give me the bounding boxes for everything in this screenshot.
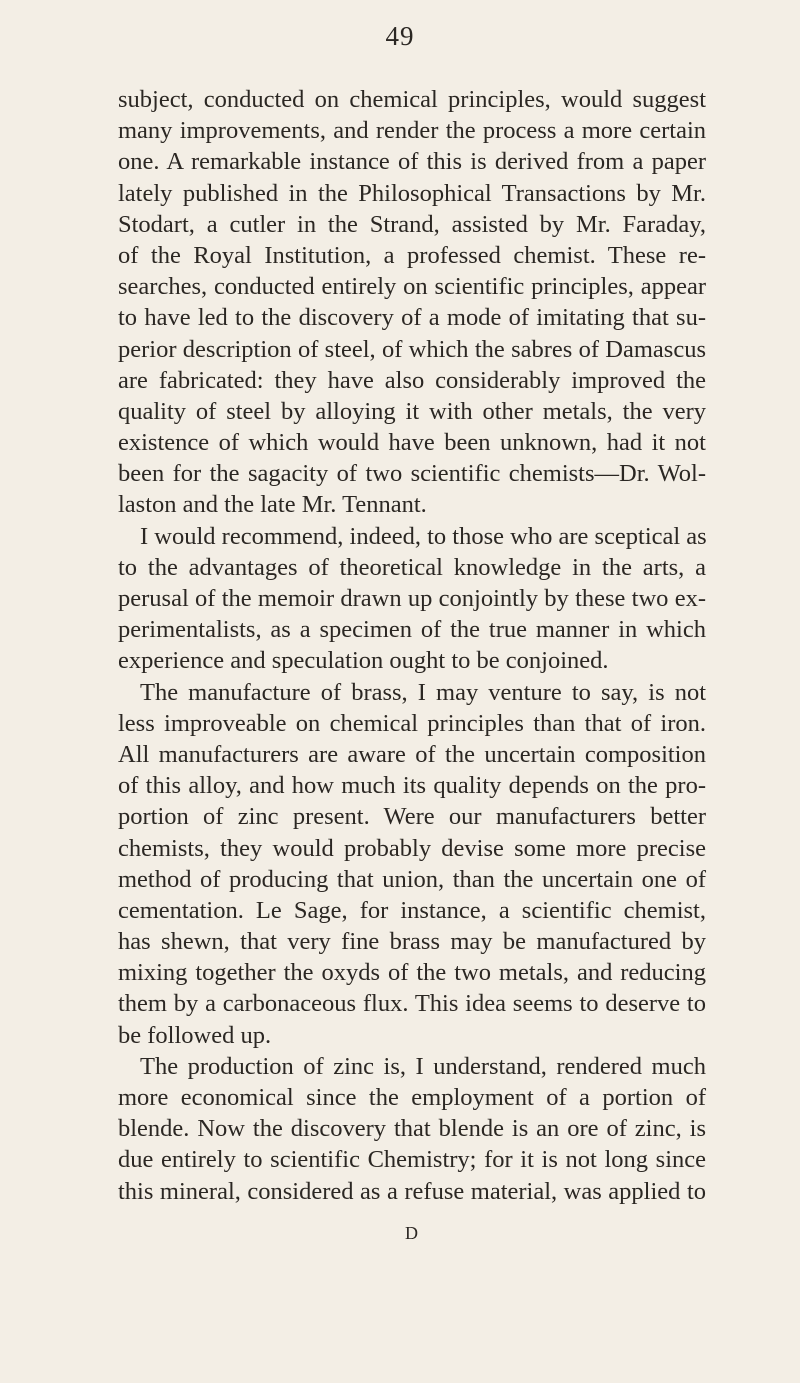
text-line: more economical since the employment of a portion of bbox=[118, 1084, 706, 1111]
text-line: existence of which would have been unknown, had it not bbox=[118, 429, 706, 457]
text-line: perusal of the memoir drawn up conjointly by these two ex- bbox=[118, 585, 706, 612]
text-line: perimentalists, as a specimen of the true manner in which bbox=[118, 616, 706, 644]
text-line: to have led to the discovery of a mode of imitating that su- bbox=[118, 304, 706, 332]
text-line: chemists, they would probably devise some more precise bbox=[118, 834, 706, 862]
text-line: All manufacturers are aware of the uncertain composition bbox=[118, 740, 706, 768]
text-line: blende. Now the discovery that blende is an ore of zinc, is bbox=[118, 1115, 706, 1143]
signature-mark: D bbox=[405, 1223, 418, 1243]
text-line: method of producing that union, than the uncertain one of bbox=[118, 865, 706, 893]
text-line: subject, conducted on chemical principles, would suggest bbox=[118, 86, 706, 113]
text-line: Stodart, a cutler in the Strand, assisted by Mr. Faraday, bbox=[118, 210, 706, 238]
text-line: portion of zinc present. Were our manufacturers better bbox=[118, 803, 706, 831]
text-line: mixing together the oxyds of the two metals, and reducing bbox=[118, 959, 706, 987]
text-line: them by a carbonaceous flux. This idea seems to deserve to bbox=[118, 990, 706, 1018]
text-line: laston and the late Mr. Tennant. bbox=[118, 491, 427, 519]
text-line: The manufacture of brass, I may venture to say, is not bbox=[140, 678, 706, 706]
text-line: many improvements, and render the process a more certain bbox=[118, 117, 706, 145]
text-line: cementation. Le Sage, for instance, a scientific chemist, bbox=[118, 896, 706, 924]
text-line: be followed up. bbox=[118, 1021, 272, 1049]
text-line: of the Royal Institution, a professed chemist. These re- bbox=[118, 241, 706, 269]
page-number: 49 bbox=[385, 21, 415, 51]
text-line: due entirely to scientific Chemistry; for it is not long since bbox=[118, 1146, 706, 1174]
text-line: perior description of steel, of which the sabres of Damascus bbox=[118, 335, 706, 363]
text-line: less improveable on chemical principles than that of iron. bbox=[118, 709, 706, 737]
text-line: has shewn, that very fine brass may be manufactured by bbox=[118, 928, 706, 956]
text-line: to the advantages of theoretical knowledge in the arts, a bbox=[118, 553, 706, 581]
text-line: searches, conducted entirely on scientific principles, appear bbox=[118, 273, 706, 301]
text-line: quality of steel by alloying it with other metals, the very bbox=[118, 397, 706, 425]
text-line: I would recommend, indeed, to those who are sceptical as bbox=[140, 522, 707, 550]
text-line: are fabricated: they have also considerably improved the bbox=[118, 366, 706, 394]
text-line: of this alloy, and how much its quality depends on the pro- bbox=[118, 772, 706, 800]
text-line: been for the sagacity of two scientific chemists—Dr. Wol- bbox=[118, 460, 706, 488]
text-line: experience and speculation ought to be conjoined. bbox=[118, 647, 609, 675]
text-line: The production of zinc is, I understand, rendered much bbox=[140, 1052, 706, 1080]
text-line: one. A remarkable instance of this is derived from a paper bbox=[118, 148, 706, 176]
page-body-text bbox=[118, 84, 706, 1207]
text-line: lately published in the Philosophical Transactions by Mr. bbox=[118, 179, 706, 207]
text-line: this mineral, considered as a refuse material, was applied to bbox=[118, 1177, 706, 1205]
